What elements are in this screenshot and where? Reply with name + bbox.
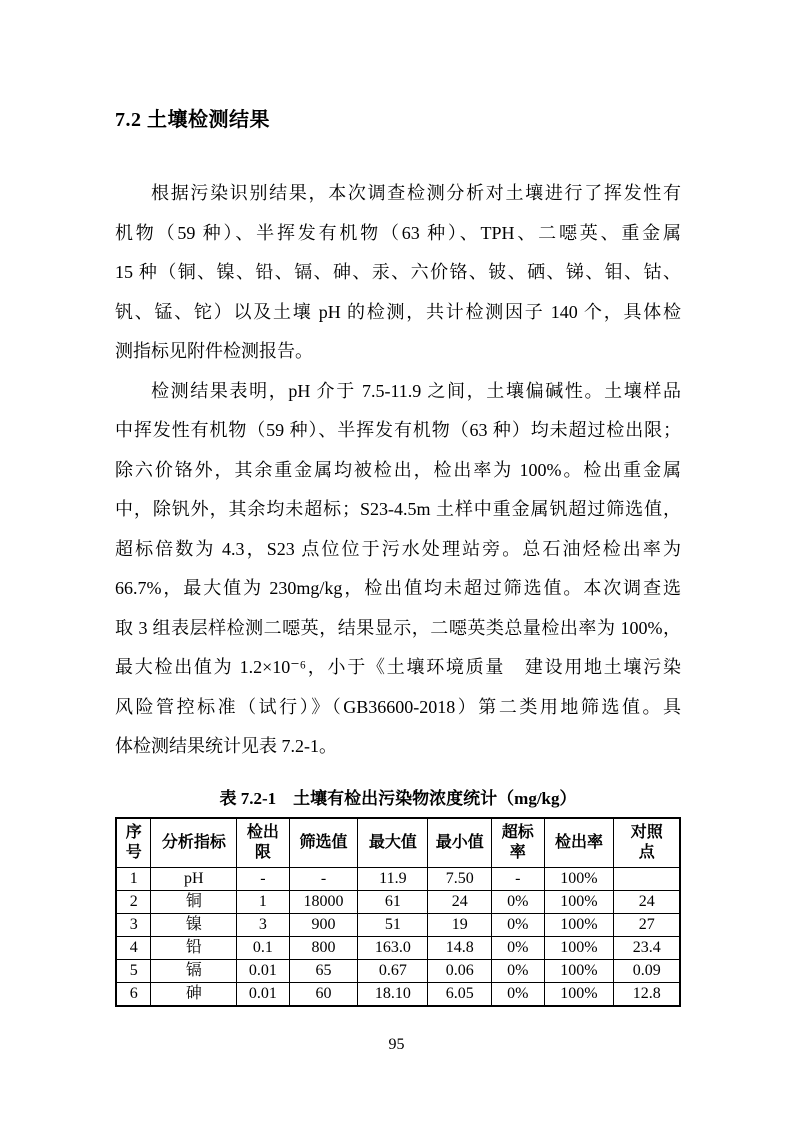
paragraph-line: 根据污染识别结果，本次调查检测分析对土壤进行了挥发性有 bbox=[151, 183, 681, 203]
table-cell: 51 bbox=[358, 914, 428, 937]
paragraph bbox=[115, 372, 681, 767]
table-cell: 砷 bbox=[151, 983, 237, 1007]
table-cell: 1 bbox=[237, 891, 289, 914]
table-caption: 表 7.2-1 土壤有检出污染物浓度统计（mg/kg） bbox=[219, 788, 577, 808]
table-cell: 800 bbox=[289, 937, 358, 960]
table-cell: 100% bbox=[544, 983, 614, 1007]
header-cell: 筛选值 bbox=[289, 818, 358, 868]
paragraph-line: 体检测结果统计见表 7.2-1。 bbox=[115, 736, 337, 756]
paragraph-line: 中挥发性有机物（59 种）、半挥发有机物（63 种）均未超过检出限； bbox=[115, 420, 681, 440]
table-cell: 6 bbox=[116, 983, 151, 1007]
header-cell: 最大值 bbox=[358, 818, 428, 868]
table-cell: 3 bbox=[116, 914, 151, 937]
table-cell: 65 bbox=[289, 960, 358, 983]
header-cell: 分析指标 bbox=[151, 818, 237, 868]
paragraph-line: 最大检出值为 1.2×10⁻⁶，小于《土壤环境质量 建设用地土壤污染 bbox=[115, 657, 681, 677]
header-cell bbox=[492, 818, 544, 868]
table-cell: 24 bbox=[428, 891, 492, 914]
table-cell: 900 bbox=[289, 914, 358, 937]
table-cell: pH bbox=[151, 868, 237, 891]
paragraph-line: 风险管控标准（试行）》（GB36600-2018）第二类用地筛选值。具 bbox=[115, 696, 681, 717]
paragraph-line: 机物（59 种）、半挥发有机物（63 种）、TPH、二噁英、重金属 bbox=[115, 222, 681, 243]
table-cell: 镉 bbox=[151, 960, 237, 983]
table-cell: 163.0 bbox=[358, 937, 428, 960]
table-cell: 14.8 bbox=[428, 937, 492, 960]
table-cell: 5 bbox=[116, 960, 151, 983]
table-cell: 61 bbox=[358, 891, 428, 914]
table-cell: 6.05 bbox=[428, 983, 492, 1007]
table-cell: 18000 bbox=[289, 891, 358, 914]
section-heading: 7.2 土壤检测结果 bbox=[115, 109, 270, 131]
table-cell: 0% bbox=[492, 937, 544, 960]
table-cell: 0% bbox=[492, 891, 544, 914]
table-cell: 18.10 bbox=[358, 983, 428, 1007]
header-cell bbox=[237, 818, 289, 868]
paragraph-line: 测指标见附件检测报告。 bbox=[115, 341, 313, 361]
paragraph-line: 取 3 组表层样检测二噁英，结果显示，二噁英类总量检出率为 100%， bbox=[115, 617, 681, 638]
paragraph bbox=[115, 174, 681, 372]
table-row bbox=[116, 891, 680, 914]
table-cell: 镍 bbox=[151, 914, 237, 937]
table-cell: 24 bbox=[614, 891, 680, 914]
table-cell: 0.01 bbox=[237, 983, 289, 1007]
table-cell: 0.06 bbox=[428, 960, 492, 983]
paragraph-line: 检测结果表明，pH 介于 7.5-11.9 之间，土壤偏碱性。土壤样品 bbox=[151, 380, 681, 401]
table-cell: 11.9 bbox=[358, 868, 428, 891]
header-cell: 检出率 bbox=[544, 818, 614, 868]
table-cell: 100% bbox=[544, 960, 614, 983]
table-cell: - bbox=[237, 868, 289, 891]
table-cell: 19 bbox=[428, 914, 492, 937]
table-cell: 0% bbox=[492, 960, 544, 983]
table-cell: 100% bbox=[544, 937, 614, 960]
table-cell: 100% bbox=[544, 891, 614, 914]
table-row bbox=[116, 937, 680, 960]
table-header-row bbox=[116, 818, 680, 868]
body-paragraphs bbox=[115, 174, 681, 767]
table-cell: - bbox=[492, 868, 544, 891]
table-cell: 0% bbox=[492, 983, 544, 1007]
header-cell bbox=[116, 818, 151, 868]
table-cell: 0.67 bbox=[358, 960, 428, 983]
table-cell: 0.1 bbox=[237, 937, 289, 960]
paragraph-line: 钒、锰、铊）以及土壤 pH 的检测，共计检测因子 140 个，具体检 bbox=[115, 301, 681, 322]
table-cell: 100% bbox=[544, 914, 614, 937]
paragraph-line: 中，除钒外，其余均未超标；S23-4.5m 土样中重金属钒超过筛选值， bbox=[115, 499, 681, 519]
header-cell-label: 超标率 bbox=[501, 823, 534, 861]
table-cell: - bbox=[289, 868, 358, 891]
table-cell: 23.4 bbox=[614, 937, 680, 960]
table-cell: 3 bbox=[237, 914, 289, 937]
table-cell: 0% bbox=[492, 914, 544, 937]
table-cell: 60 bbox=[289, 983, 358, 1007]
paragraph-line: 超标倍数为 4.3，S23 点位位于污水处理站旁。总石油烃检出率为 bbox=[115, 538, 681, 559]
page-number: 95 bbox=[388, 1036, 405, 1053]
table-cell: 铜 bbox=[151, 891, 237, 914]
table-row bbox=[116, 960, 680, 983]
table-cell: 0.09 bbox=[614, 960, 680, 983]
table-cell: 2 bbox=[116, 891, 151, 914]
table-cell: 铅 bbox=[151, 937, 237, 960]
header-cell: 最小值 bbox=[428, 818, 492, 868]
table-row bbox=[116, 868, 680, 891]
table-cell: 1 bbox=[116, 868, 151, 891]
results-table bbox=[115, 817, 681, 1008]
table-row bbox=[116, 983, 680, 1007]
table-cell bbox=[614, 868, 680, 891]
table-row bbox=[116, 914, 680, 937]
paragraph-line: 66.7%，最大值为 230mg/kg，检出值均未超过筛选值。本次调查选 bbox=[115, 578, 681, 598]
header-cell-label: 检出限 bbox=[246, 823, 279, 861]
header-cell-label: 对照点 bbox=[630, 823, 663, 861]
table-cell: 7.50 bbox=[428, 868, 492, 891]
table-cell: 27 bbox=[614, 914, 680, 937]
table-cell: 12.8 bbox=[614, 983, 680, 1007]
table-cell: 100% bbox=[544, 868, 614, 891]
table-cell: 4 bbox=[116, 937, 151, 960]
header-cell bbox=[614, 818, 680, 868]
header-cell-label: 序号 bbox=[125, 823, 142, 861]
table-cell: 0.01 bbox=[237, 960, 289, 983]
paragraph-line: 15 种（铜、镍、铅、镉、砷、汞、六价铬、铍、硒、锑、钼、钴、 bbox=[115, 262, 681, 282]
paragraph-line: 除六价铬外，其余重金属均被检出，检出率为 100%。检出重金属 bbox=[115, 459, 681, 480]
